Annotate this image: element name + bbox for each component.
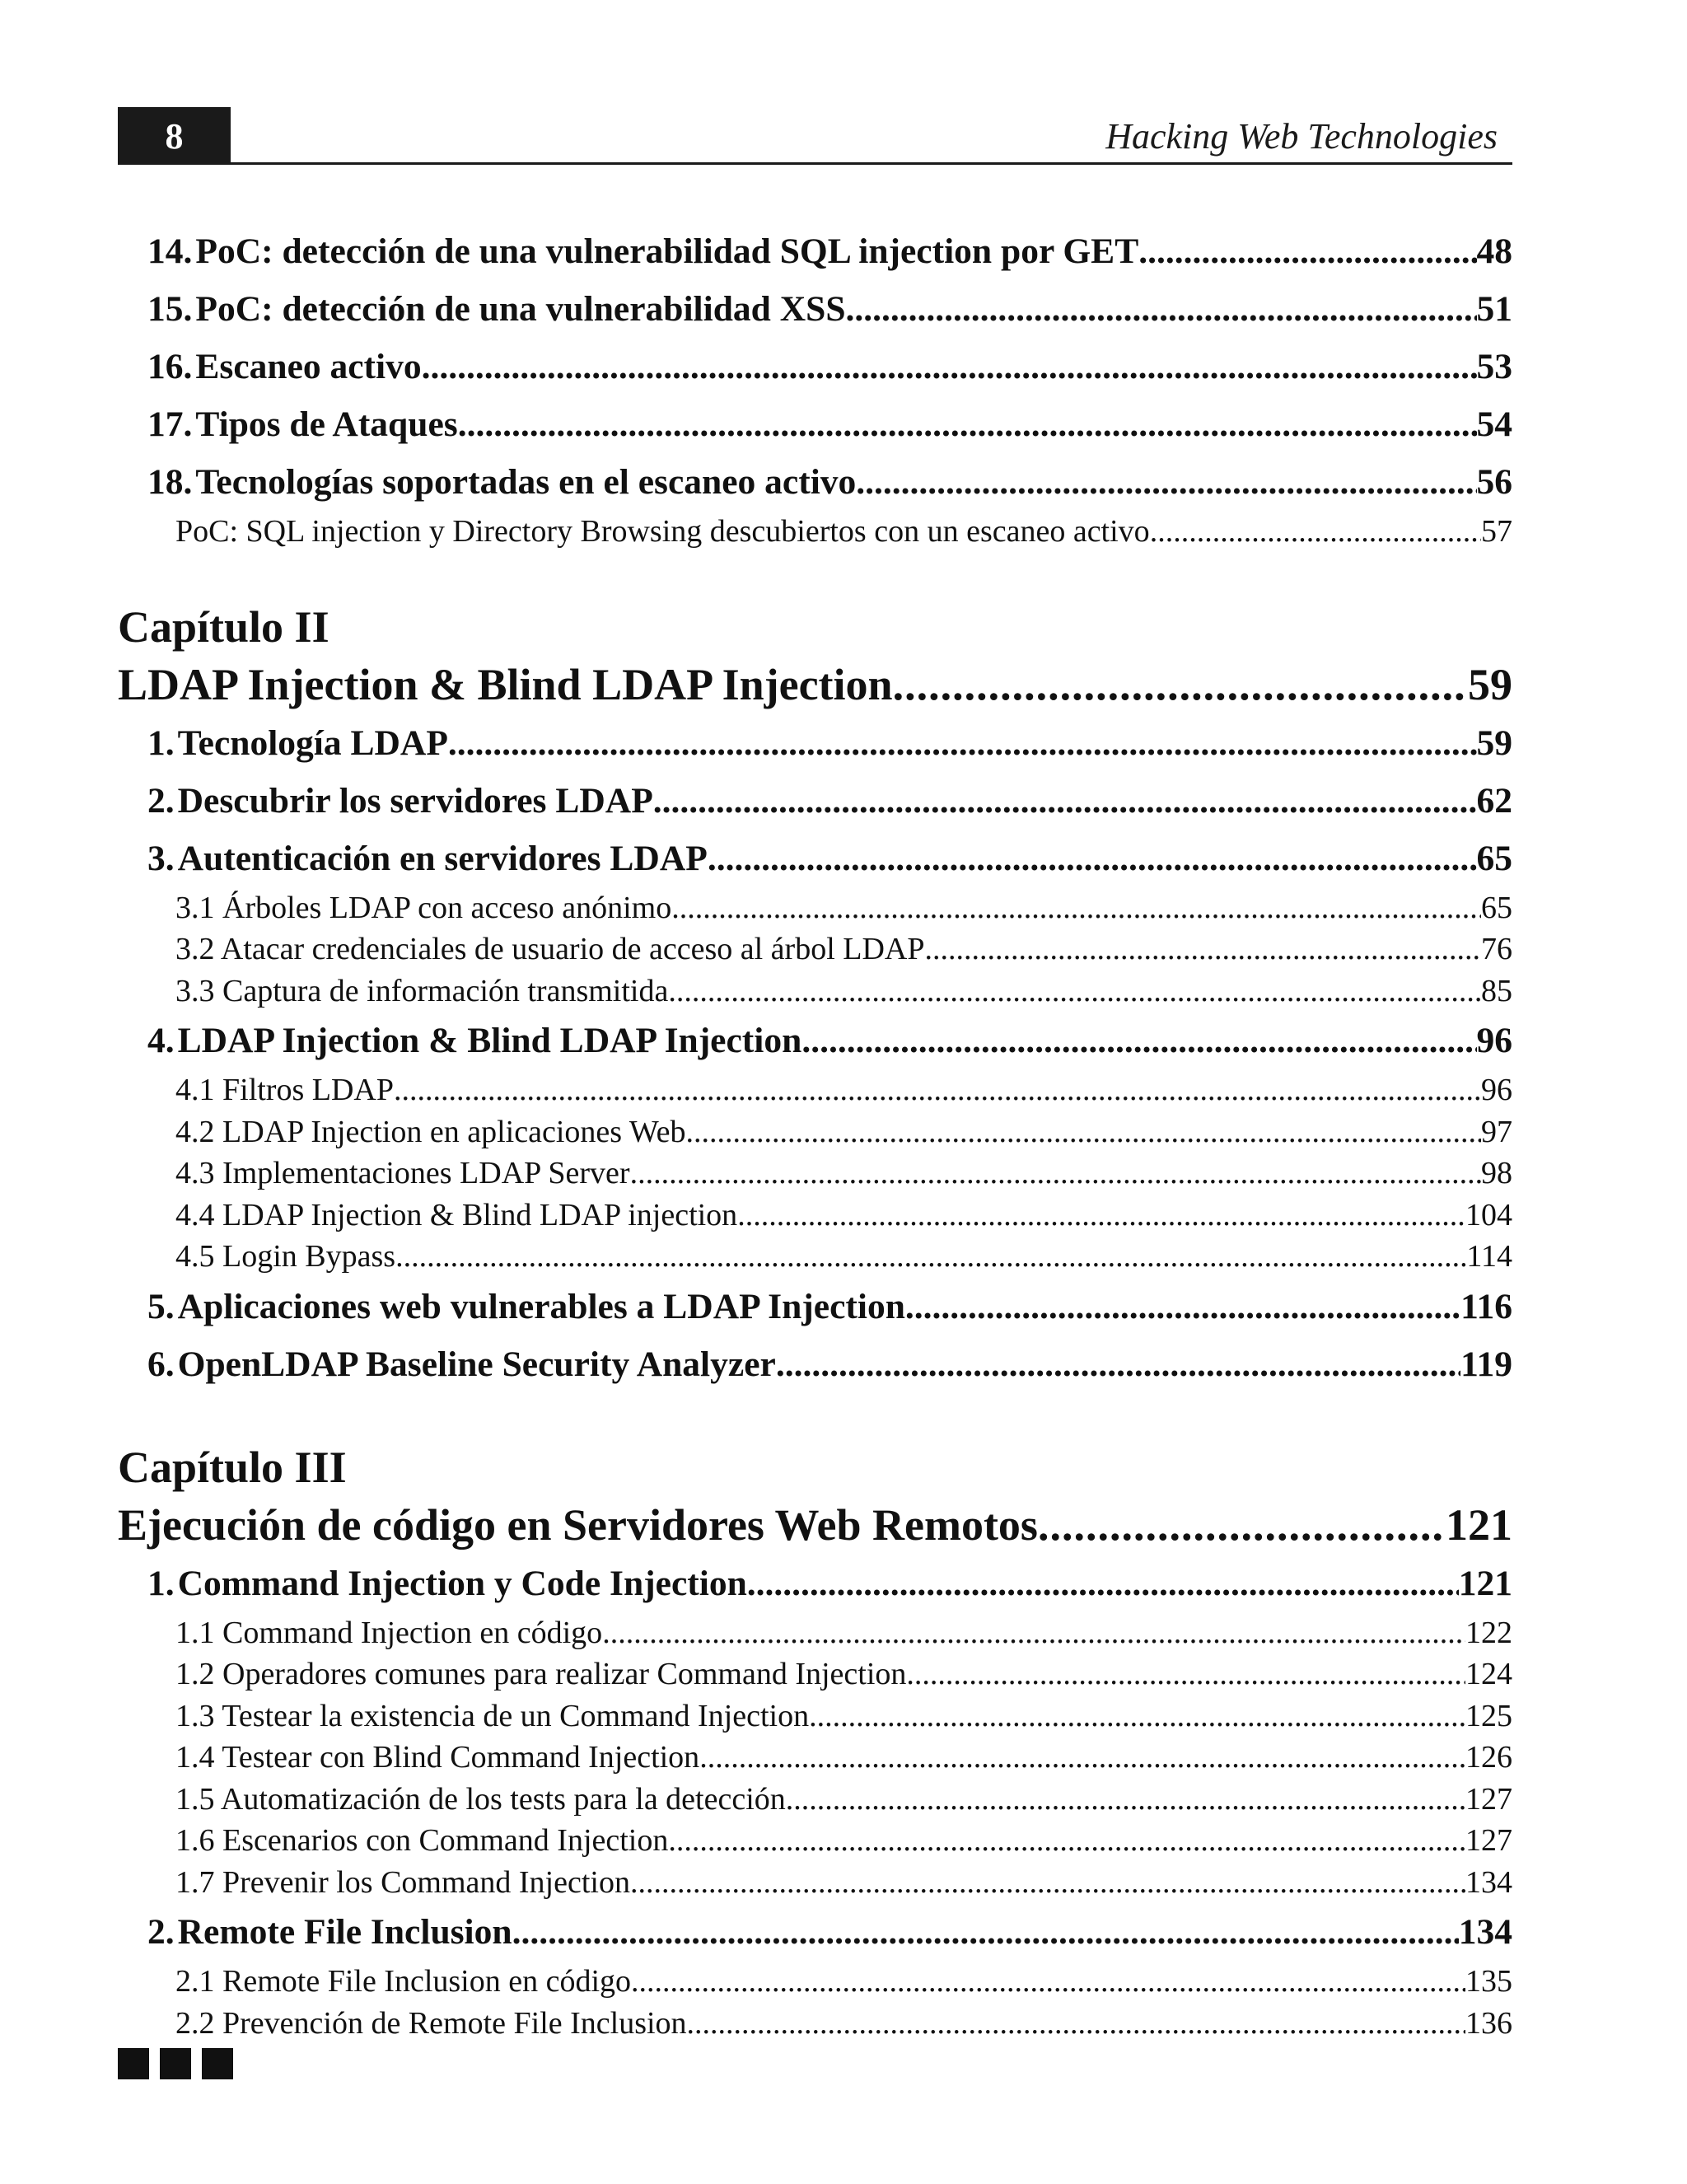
subsection-title: 1.1 Command Injection en código bbox=[175, 1615, 603, 1650]
section-title: PoC: detección de una vulnerabilidad XSS bbox=[195, 289, 846, 329]
toc-section bbox=[118, 1012, 1512, 1069]
page-ref: 125 bbox=[1465, 1698, 1512, 1733]
page-ref: 65 bbox=[1476, 838, 1512, 878]
page-ref: 122 bbox=[1465, 1615, 1512, 1650]
subsection-title: 1.2 Operadores comunes para realizar Command Injection bbox=[175, 1657, 907, 1691]
subsection-title: 4.5 Login Bypass bbox=[175, 1239, 396, 1274]
toc-subsection bbox=[118, 1236, 1512, 1278]
dot-leader bbox=[1038, 1495, 1446, 1555]
page-number: 8 bbox=[118, 107, 231, 165]
page-ref: 53 bbox=[1476, 347, 1512, 386]
dot-leader bbox=[631, 1961, 1465, 2003]
dot-leader bbox=[448, 714, 1477, 772]
toc-subsection bbox=[118, 1653, 1512, 1695]
toc-subsection bbox=[118, 970, 1512, 1012]
page-ref: 127 bbox=[1465, 1823, 1512, 1858]
dot-leader bbox=[668, 1820, 1465, 1862]
page-ref: 76 bbox=[1481, 932, 1512, 966]
section-number: 3. bbox=[147, 838, 175, 878]
page-ref: 56 bbox=[1476, 462, 1512, 502]
toc-section bbox=[118, 1278, 1512, 1335]
toc-section-15 bbox=[118, 280, 1512, 338]
page-ref: 98 bbox=[1481, 1156, 1512, 1190]
subsection-title: 1.6 Escenarios con Command Injection bbox=[175, 1823, 669, 1858]
section-title: Descubrir los servidores LDAP bbox=[177, 780, 653, 821]
toc-section bbox=[118, 1903, 1512, 1961]
subsection-title: 1.7 Prevenir los Command Injection bbox=[175, 1864, 630, 1900]
dot-leader bbox=[776, 1335, 1460, 1393]
chapter-label: Capítulo II bbox=[118, 601, 329, 652]
chapter-label: Capítulo III bbox=[118, 1442, 347, 1492]
page-ref: 97 bbox=[1481, 1114, 1512, 1149]
toc-subsection bbox=[118, 2003, 1512, 2045]
section-title: Command Injection y Code Injection bbox=[177, 1563, 747, 1603]
chapter-title-row bbox=[118, 655, 1512, 714]
section-title: Tipos de Ataques bbox=[195, 405, 458, 444]
page-ref: 85 bbox=[1481, 973, 1512, 1008]
running-title: Hacking Web Technologies bbox=[1105, 116, 1498, 157]
subsection-title: 3.1 Árboles LDAP con acceso anónimo bbox=[175, 890, 672, 925]
page-ref: 59 bbox=[1476, 723, 1512, 763]
square-icon bbox=[160, 2048, 191, 2079]
section-title: Remote File Inclusion bbox=[177, 1912, 512, 1952]
dot-leader bbox=[846, 280, 1477, 338]
dot-leader bbox=[668, 970, 1481, 1012]
toc-section-17 bbox=[118, 395, 1512, 453]
toc-subsection bbox=[118, 1612, 1512, 1654]
section-number: 18. bbox=[147, 462, 193, 502]
chapter-title: Ejecución de código en Servidores Web Remotos bbox=[118, 1499, 1038, 1550]
dot-leader bbox=[856, 453, 1476, 511]
page-ref: 96 bbox=[1476, 1021, 1512, 1060]
page-ref: 126 bbox=[1465, 1740, 1512, 1775]
section-number: 2. bbox=[147, 780, 175, 821]
toc-subsection bbox=[118, 1153, 1512, 1195]
page-ref: 54 bbox=[1476, 405, 1512, 444]
page-ref: 104 bbox=[1465, 1197, 1512, 1232]
dot-leader bbox=[708, 830, 1477, 887]
page-ref: 135 bbox=[1465, 1964, 1512, 1999]
toc-section bbox=[118, 1555, 1512, 1612]
toc-subsection bbox=[118, 1779, 1512, 1821]
dot-leader bbox=[801, 1012, 1476, 1069]
page-ref: 121 bbox=[1446, 1499, 1512, 1550]
page-ref: 127 bbox=[1465, 1781, 1512, 1817]
section-number: 6. bbox=[147, 1344, 175, 1384]
dot-leader bbox=[458, 395, 1477, 453]
dot-leader bbox=[809, 1695, 1465, 1737]
page-ref: 136 bbox=[1465, 2005, 1512, 2041]
dot-leader bbox=[1138, 222, 1476, 280]
dot-leader bbox=[1150, 511, 1481, 553]
page-ref: 65 bbox=[1481, 890, 1512, 925]
header-rule bbox=[118, 162, 1512, 165]
toc-subsection bbox=[118, 1069, 1512, 1111]
toc-section-18 bbox=[118, 453, 1512, 511]
section-number: 14. bbox=[147, 231, 193, 271]
section-number: 2. bbox=[147, 1912, 175, 1952]
section-title: Escaneo activo bbox=[195, 347, 422, 386]
section-title: LDAP Injection & Blind LDAP Injection bbox=[177, 1021, 802, 1060]
toc-subsection bbox=[118, 1737, 1512, 1779]
toc-section bbox=[118, 1335, 1512, 1393]
toc-section bbox=[118, 714, 1512, 772]
dot-leader bbox=[893, 655, 1468, 714]
chapter-title: LDAP Injection & Blind LDAP Injection bbox=[118, 659, 893, 709]
dot-leader bbox=[671, 887, 1481, 929]
page-ref: 96 bbox=[1481, 1073, 1512, 1107]
toc-subsection bbox=[118, 1111, 1512, 1153]
section-number: 5. bbox=[147, 1286, 175, 1326]
chapter-title-row bbox=[118, 1495, 1512, 1555]
section-number: 16. bbox=[147, 347, 193, 386]
dot-leader bbox=[630, 1862, 1465, 1904]
subsection-title: 3.3 Captura de información transmitida bbox=[175, 973, 669, 1008]
subsection-title: 4.2 LDAP Injection en aplicaciones Web bbox=[175, 1114, 686, 1149]
square-icon bbox=[118, 2048, 149, 2079]
dot-leader bbox=[737, 1195, 1465, 1237]
section-number: 1. bbox=[147, 723, 175, 763]
dot-leader bbox=[925, 928, 1482, 970]
page-ref: 116 bbox=[1460, 1286, 1512, 1326]
footer-squares bbox=[118, 2048, 233, 2079]
page-header bbox=[118, 107, 1512, 165]
section-title: Autenticación en servidores LDAP bbox=[177, 838, 708, 878]
page-ref: 62 bbox=[1476, 780, 1512, 821]
subsection-title: 2.1 Remote File Inclusion en código bbox=[175, 1964, 632, 1999]
subsection-title: 2.2 Prevención de Remote File Inclusion bbox=[175, 2005, 687, 2041]
dot-leader bbox=[395, 1236, 1466, 1278]
page-ref: 48 bbox=[1476, 231, 1512, 271]
subsection-title: 4.3 Implementaciones LDAP Server bbox=[175, 1156, 630, 1190]
toc-subsection bbox=[118, 1695, 1512, 1737]
dot-leader bbox=[422, 338, 1477, 395]
page-ref: 134 bbox=[1465, 1864, 1512, 1900]
toc-subsection bbox=[118, 1195, 1512, 1237]
dot-leader bbox=[747, 1555, 1459, 1612]
page-ref: 121 bbox=[1458, 1563, 1512, 1603]
toc-section bbox=[118, 772, 1512, 830]
dot-leader bbox=[699, 1737, 1465, 1779]
toc-section-14 bbox=[118, 222, 1512, 280]
subsection-title: 1.3 Testear la existencia de un Command Injection bbox=[175, 1698, 810, 1733]
dot-leader bbox=[630, 1153, 1481, 1195]
section-title: Aplicaciones web vulnerables a LDAP Injection bbox=[177, 1286, 905, 1326]
page-ref: 119 bbox=[1460, 1344, 1512, 1384]
page-ref: 59 bbox=[1468, 659, 1512, 709]
section-number: 17. bbox=[147, 405, 193, 444]
subsection-title: 4.4 LDAP Injection & Blind LDAP injection bbox=[175, 1197, 738, 1232]
toc-subsection bbox=[118, 1961, 1512, 2003]
dot-leader bbox=[512, 1903, 1459, 1961]
section-number: 1. bbox=[147, 1563, 175, 1603]
toc-subsection bbox=[118, 511, 1512, 553]
subsection-title: 1.4 Testear con Blind Command Injection bbox=[175, 1740, 700, 1775]
toc-subsection bbox=[118, 928, 1512, 970]
table-of-contents bbox=[118, 222, 1512, 2044]
subsection-title: 3.2 Atacar credenciales de usuario de acceso al árbol LDAP bbox=[175, 932, 925, 966]
square-icon bbox=[202, 2048, 233, 2079]
dot-leader bbox=[786, 1779, 1465, 1821]
toc-section bbox=[118, 830, 1512, 887]
section-number: 4. bbox=[147, 1021, 175, 1060]
page-ref: 134 bbox=[1458, 1912, 1512, 1952]
dot-leader bbox=[394, 1069, 1481, 1111]
dot-leader bbox=[686, 1111, 1481, 1153]
dot-leader bbox=[602, 1612, 1465, 1654]
toc-section-16 bbox=[118, 338, 1512, 395]
subsection-title: PoC: SQL injection y Directory Browsing descubiertos con un escaneo activo bbox=[175, 514, 1150, 549]
page-ref: 114 bbox=[1466, 1239, 1512, 1274]
dot-leader bbox=[905, 1278, 1460, 1335]
section-title: Tecnologías soportadas en el escaneo activo bbox=[195, 462, 857, 502]
dot-leader bbox=[906, 1653, 1465, 1695]
toc-subsection bbox=[118, 887, 1512, 929]
section-title: PoC: detección de una vulnerabilidad SQL injection por GET bbox=[195, 231, 1139, 271]
page-ref: 124 bbox=[1465, 1657, 1512, 1691]
subsection-title: 1.5 Automatización de los tests para la detección bbox=[175, 1781, 786, 1817]
toc-subsection bbox=[118, 1820, 1512, 1862]
dot-leader bbox=[687, 2003, 1465, 2045]
dot-leader bbox=[653, 772, 1477, 830]
subsection-title: 4.1 Filtros LDAP bbox=[175, 1073, 394, 1107]
section-number: 15. bbox=[147, 289, 193, 329]
toc-subsection bbox=[118, 1862, 1512, 1904]
page-ref: 57 bbox=[1481, 514, 1512, 549]
section-title: OpenLDAP Baseline Security Analyzer bbox=[177, 1344, 776, 1384]
page-ref: 51 bbox=[1476, 289, 1512, 329]
section-title: Tecnología LDAP bbox=[177, 723, 448, 763]
